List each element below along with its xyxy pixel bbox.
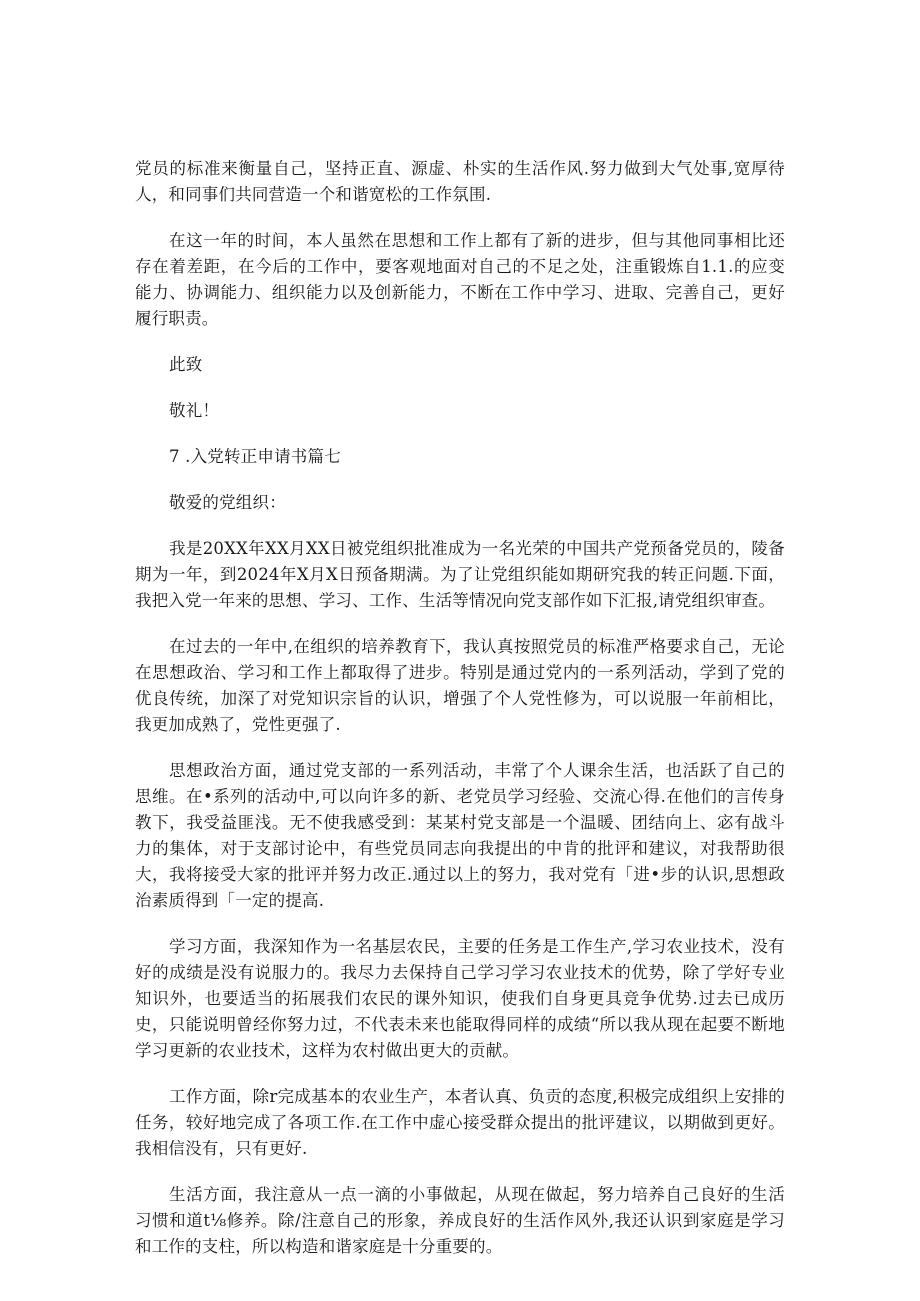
closing-salutation-cizhi: 此致	[169, 355, 203, 374]
paragraph-life: 生活方面，我注意从一点一滴的小事做起，从现在做起，努力培养自己良好的生活习惯和道t⅛修养。除/注意自己的形象，养成良好的生活作风外,我还认识到家庭是学习和工作的支柱，所以构造和谐家庭是十分重要的。	[135, 1185, 785, 1256]
paragraph-intro: 我是20XX年XX月XX日被党组织批准成为一名光荣的中国共产党预备党员的，陵备期为一年，到2024年X月X日预备期满。为了让党组织能如期研究我的转正问题.下面，我把入党一年来的思想、学习、工作、生活等情况向党支部作如下汇报,请党组织审查。	[135, 539, 785, 610]
letter-greeting: 敬爱的党组织：	[169, 493, 286, 512]
paragraph-past-year: 在过去的一年中,在组织的培养教育下，我认真按照党员的标准严格要求自己，无论在思想政治、学习和工作上都取得了进步。特别是通过党内的一系列活动，学到了党的优良传统，加深了对党知识宗旨的认识，增强了个人党性修为，可以说服一年前相比，我更加成熟了，党性更强了.	[135, 637, 785, 734]
document-body	[135, 156, 785, 1280]
paragraph-work: 工作方面，除r完成基本的农业生产，本者认真、负贡的态度,积极完成组织上安排的任务，较好地完成了各项工作.在工作中虚心接受群众提出的批评建议，以期做到更好。我相信没有，只有更好.	[135, 1087, 785, 1158]
paragraph-political-thought: 思想政治方面，通过党支部的一系列活动，丰常了个人课余生活，也活跃了自己的思维。在•系列的活动中,可以向许多的新、老党员学习经验、交流心得.在他们的言传身教下，我受益匪浅。无不使我感受到：某某村党支部是一个温暖、团结向上、宓有战斗力的集体，对于支部讨论中，有些党员同志向我提出的中肯的批评和建议，对我帮助很大，我将接受大家的批评并努力改正.通过以上的努力，我对党有「进•步的认识,思想政治素质得到「一定的提高.	[135, 761, 785, 910]
paragraph-continuation: 党员的标准来衡量自己，坚持正直、源虚、朴实的生活作风.努力做到大气处事,宽厚待人，和同事们共同营造一个和谐宽松的工作氛围.	[135, 159, 785, 204]
paragraph-study: 学习方面，我深知作为一名基层农民，主要的任务是工作生产,学习农业技术，没有好的成绩是没有说服力的。我尽力去保持自己学习学习农业技术的优势，除了学好专业知识外，也要适当的拓展我们农民的课外知识，使我们自身更具竞争优势.过去已成历史，只能说明曾经你努力过，不代表未来也能取得同样的成绩“所以我从现在起要不断地学习更新的农业技术，这样为农村做出更大的贡献。	[135, 937, 785, 1060]
section-heading: 7 .入党转正申请书篇七	[169, 447, 341, 466]
paragraph-self-improvement: 在这一年的时间，本人虽然在思想和工作上都有了新的进步，但与其他同事相比还存在着差距，在今后的工作中，要客观地面对自己的不足之处，注重锻炼自1.1.的应变能力、协调能力、组织能力以及创新能力，不断在工作中学习、进取、完善自己，更好履行职责。	[135, 231, 785, 328]
closing-salutation-jingli: 敬礼！	[169, 401, 220, 420]
